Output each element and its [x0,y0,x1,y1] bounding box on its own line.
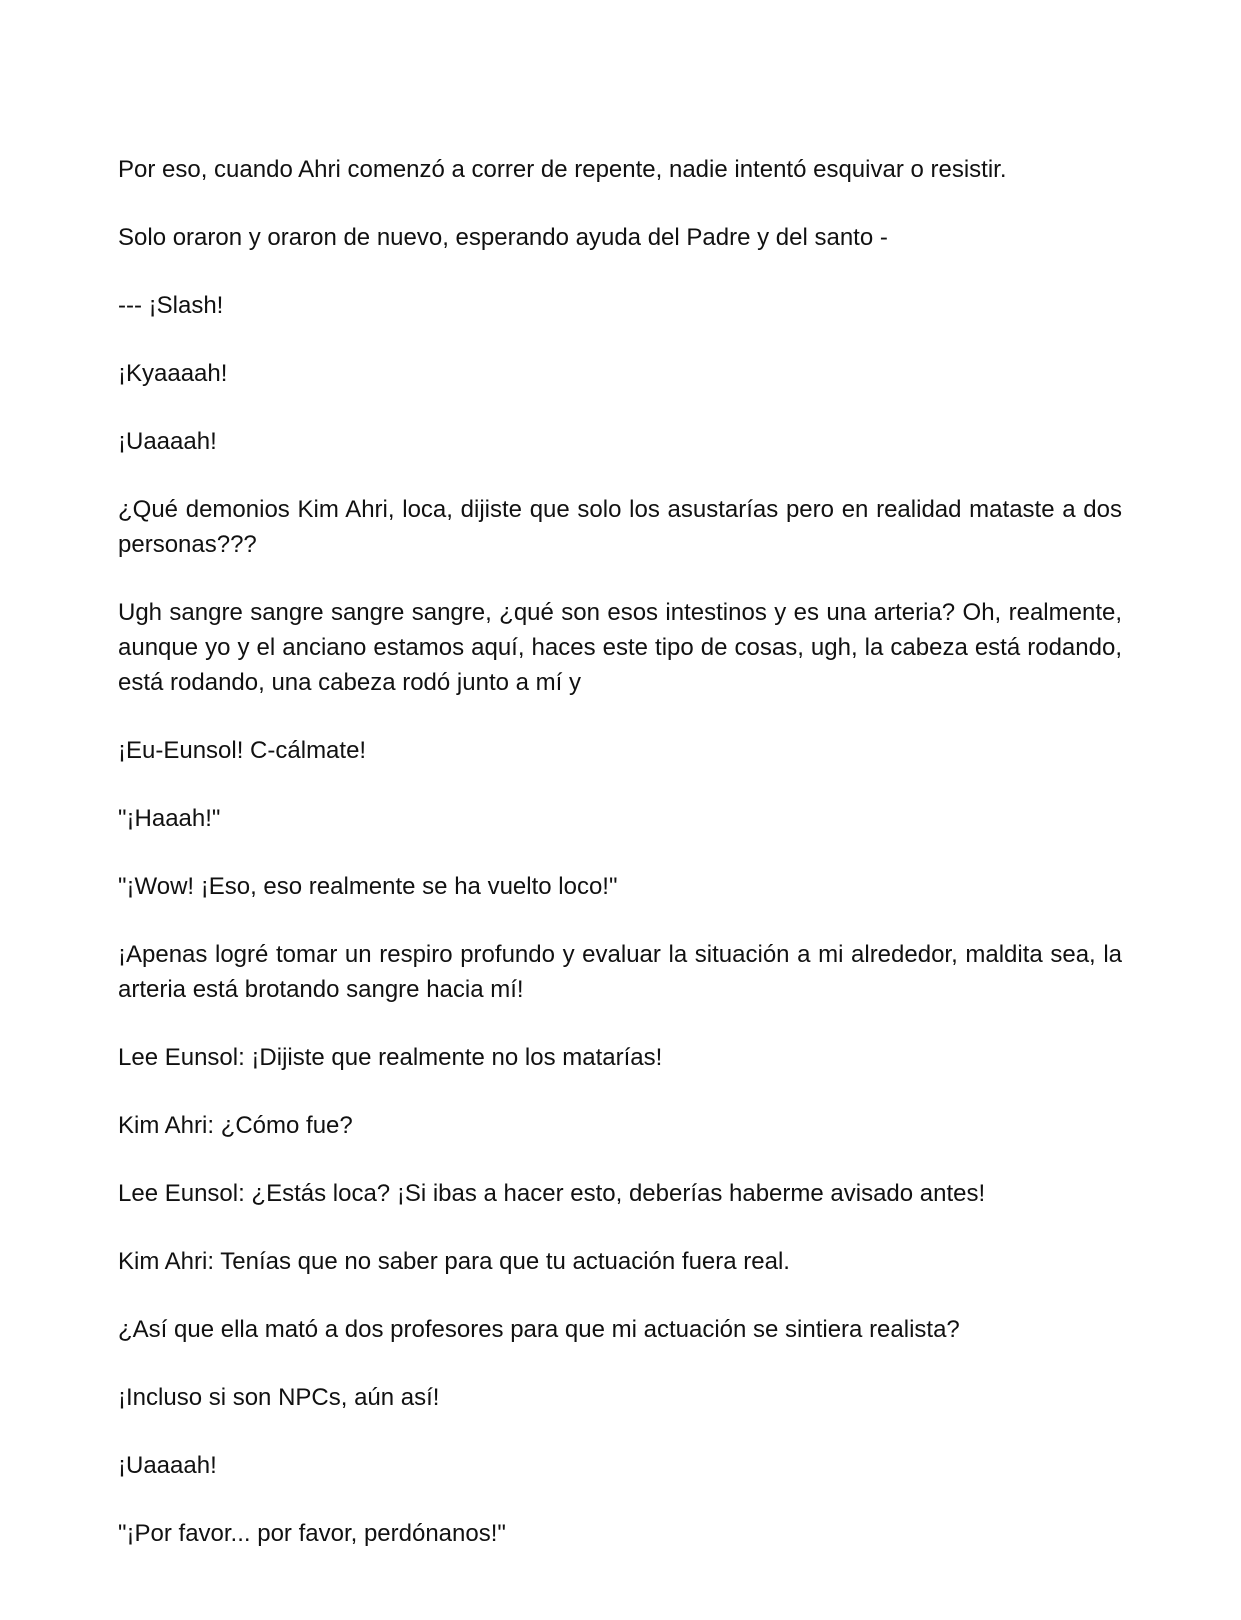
paragraph: Lee Eunsol: ¿Estás loca? ¡Si ibas a hacer esto, deberías haberme avisado antes! [118,1180,986,1207]
paragraph: Ugh sangre sangre sangre sangre, ¿qué son esos intestinos y es una arteria? Oh, realmente, aunque yo y el anciano estamos aquí, haces este tipo de cosas, ugh, la cabeza está rodando, está rodando, una cabeza rodó junto a mí y [118,599,1122,696]
paragraph: "¡Wow! ¡Eso, eso realmente se ha vuelto loco!" [118,873,618,900]
paragraph: ¡Apenas logré tomar un respiro profundo y evaluar la situación a mi alrededor, maldita sea, la arteria está brotando sangre hacia mí! [118,941,1122,1003]
paragraph: ¿Así que ella mató a dos profesores para que mi actuación se sintiera realista? [118,1316,960,1343]
paragraph: ¡Incluso si son NPCs, aún así! [118,1384,440,1411]
paragraph: ¡Eu-Eunsol! C-cálmate! [118,737,367,764]
paragraph: --- ¡Slash! [118,292,224,319]
paragraph: ¡Uaaaah! [118,428,217,455]
paragraph: Kim Ahri: ¿Cómo fue? [118,1112,353,1139]
paragraph: "¡Haaah!" [118,805,221,832]
paragraph: "¡Por favor... por favor, perdónanos!" [118,1520,506,1547]
paragraph: ¡Kyaaaah! [118,360,228,387]
paragraph: ¿Qué demonios Kim Ahri, loca, dijiste que solo los asustarías pero en realidad mataste a dos personas??? [118,496,1122,558]
document-body [118,152,1122,1584]
paragraph: ¡Uaaaah! [118,1452,217,1479]
paragraph: Kim Ahri: Tenías que no saber para que tu actuación fuera real. [118,1248,790,1275]
paragraph: Por eso, cuando Ahri comenzó a correr de repente, nadie intentó esquivar o resistir. [118,156,1007,183]
paragraph: Lee Eunsol: ¡Dijiste que realmente no los matarías! [118,1044,663,1071]
paragraph: Solo oraron y oraron de nuevo, esperando ayuda del Padre y del santo - [118,224,888,251]
